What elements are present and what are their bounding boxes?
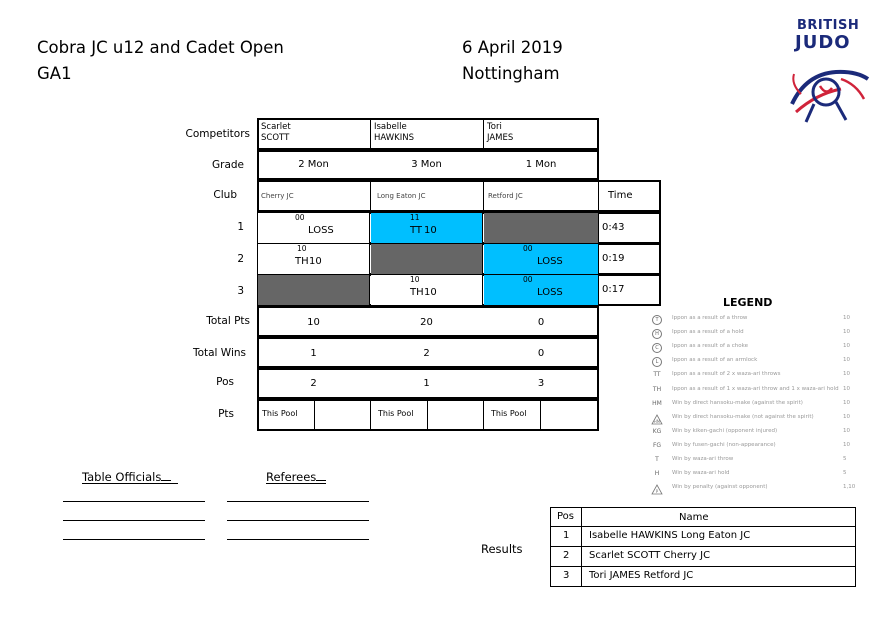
british-judo-logo (786, 18, 871, 128)
competitor-3-first: Tori (487, 122, 502, 132)
result-pos: 2 (563, 550, 570, 561)
legend-symbol: T (655, 456, 659, 463)
label-competitors: Competitors (185, 128, 250, 140)
club-1: Cherry JC (261, 192, 294, 200)
result-name: Tori JAMES Retford JC (589, 570, 694, 581)
competitor-2-name (374, 122, 414, 144)
club-2: Long Eaton JC (377, 192, 426, 200)
referee-signature-line-1[interactable] (227, 501, 369, 502)
table-officials-label: Table Officials (82, 470, 162, 484)
bout-result: TH (295, 256, 309, 267)
bout-result: LOSS (308, 225, 334, 236)
bout-score: 00 (523, 275, 533, 284)
legend-symbol: FG (652, 441, 662, 449)
legend-points: 5 (843, 470, 847, 477)
legend-item (650, 400, 860, 412)
legend-item (650, 456, 860, 468)
legend-description: Ippon as a result of a throw (672, 315, 748, 321)
bout-result: LOSS (537, 256, 563, 267)
event-date: 6 April 2019 (462, 38, 563, 57)
pool-grid (257, 118, 633, 431)
pool-pts-2: This Pool (378, 409, 414, 418)
legend-description: Win by waza-ari throw (672, 456, 734, 462)
legend-symbol: H (650, 329, 664, 339)
table-officials-heading (82, 470, 171, 484)
label-club: Club (213, 189, 237, 201)
bout-score: 00 (295, 213, 305, 222)
legend-description: Win by kiken-gachi (opponent injured) (672, 427, 778, 434)
legend-symbol: HM (652, 399, 662, 407)
legend-title: LEGEND (723, 296, 773, 309)
legend-points: 5 (843, 456, 847, 462)
legend-symbol: T (650, 315, 664, 325)
pos-2: 1 (423, 378, 430, 389)
official-signature-line-2[interactable] (63, 520, 205, 521)
legend-item (650, 442, 860, 454)
bout-points: 10 (424, 287, 437, 298)
label-pts: Pts (218, 408, 234, 420)
bout-result: LOSS (537, 287, 563, 298)
legend-description: Ippon as a result of 2 x waza-ari throws (672, 371, 781, 378)
competitor-3-last: JAMES (487, 133, 514, 143)
label-pos: Pos (216, 376, 234, 388)
bout-time: 0:43 (602, 222, 625, 233)
legend-symbol: L (650, 357, 664, 367)
result-pos: 1 (563, 530, 570, 541)
logo-text-judo: JUDO (795, 32, 851, 53)
grade-3: 1 Mon (525, 159, 557, 170)
legend-symbol: C (650, 343, 664, 353)
referee-signature-line-3[interactable] (227, 539, 369, 540)
bout-score: 10 (410, 275, 420, 284)
legend-item (650, 343, 860, 355)
competitor-1-first: Scarlet (261, 122, 291, 132)
bout-points: 10 (309, 256, 322, 267)
bout-result: TT (410, 225, 423, 236)
legend-points: 10 (843, 329, 850, 336)
legend-description: Win by penalty (against opponent) (672, 484, 768, 491)
pool-name: GA1 (37, 64, 72, 83)
warning-triangle-icon (651, 414, 663, 425)
event-venue: Nottingham (462, 64, 560, 83)
legend-description: Ippon as a result of 1 x waza-ari throw and 1 x waza-ari hold (672, 385, 839, 392)
total-wins-3: 0 (537, 348, 545, 359)
label-total-wins: Total Wins (192, 347, 246, 359)
bout-score: 10 (297, 244, 307, 253)
judoka-emblem-icon (786, 54, 871, 129)
bout-score: 11 (410, 213, 420, 222)
official-signature-line-3[interactable] (63, 539, 205, 540)
pos-3: 3 (537, 378, 545, 389)
competitor-2-first: Isabelle (374, 122, 407, 132)
legend-points: 10 (843, 441, 850, 448)
legend-symbol: KG (652, 427, 662, 435)
legend-item (650, 428, 860, 440)
legend-description: Win by waza-ari hold (672, 470, 730, 477)
results-col-pos: Pos (557, 511, 575, 522)
legend-points: 10 (843, 315, 850, 321)
legend-points: 10 (843, 343, 850, 350)
grade-2: 3 Mon (411, 159, 442, 170)
grade-1: 2 Mon (298, 159, 329, 170)
legend-points: 10 (843, 413, 850, 420)
pool-pts-1: This Pool (262, 409, 298, 418)
bout-points: 10 (424, 225, 437, 236)
referee-signature-line-2[interactable] (227, 520, 369, 521)
pool-pts-3: This Pool (491, 409, 527, 418)
legend-points: 10 (843, 385, 850, 392)
label-bout-3: 3 (237, 285, 244, 297)
results-col-name: Name (679, 512, 709, 523)
event-title: Cobra JC u12 and Cadet Open (37, 38, 284, 57)
label-time: Time (608, 190, 633, 201)
legend-description: Ippon as a result of an armlock (672, 357, 758, 364)
referees-heading (266, 470, 326, 484)
legend-item (650, 386, 860, 398)
legend-item (650, 470, 860, 482)
label-grade: Grade (211, 159, 244, 171)
competitor-1-name (261, 122, 291, 144)
club-3: Retford JC (488, 192, 523, 200)
legend-symbol: TH (652, 385, 662, 393)
svg-text:P: P (655, 489, 659, 495)
official-signature-line-1[interactable] (63, 501, 205, 502)
bout-cell (371, 244, 483, 274)
legend-description: Win by direct hansoku-make (not against the spirit) (672, 413, 814, 420)
pos-1: 2 (310, 378, 317, 389)
legend-points: 10 (843, 357, 850, 364)
warning-triangle-icon (651, 484, 663, 495)
result-name: Isabelle HAWKINS Long Eaton JC (589, 530, 751, 541)
legend-description: Win by fusen-gachi (non-appearance) (672, 441, 776, 448)
competitor-2-last: HAWKINS (374, 133, 414, 143)
legend-item (650, 315, 860, 327)
label-bout-1: 1 (237, 221, 244, 233)
result-pos: 3 (563, 570, 570, 581)
total-pts-2: 20 (420, 317, 433, 328)
legend-symbol: H (654, 470, 660, 478)
result-name: Scarlet SCOTT Cherry JC (589, 550, 711, 561)
total-wins-1: 1 (310, 348, 317, 359)
legend-description: Ippon as a result of a hold (672, 329, 744, 336)
legend-points: 10 (843, 427, 850, 434)
referees-label: Referees (266, 470, 317, 484)
label-total-pts: Total Pts (206, 315, 250, 327)
legend-description: Ippon as a result of a choke (672, 343, 749, 350)
legend-item (650, 371, 860, 383)
legend-symbol: TT (653, 371, 661, 379)
bout-cell (484, 213, 599, 243)
legend-item (650, 414, 860, 426)
bout-time: 0:17 (602, 284, 625, 295)
legend-item (650, 484, 860, 496)
competitor-1-last: SCOTT (261, 133, 290, 143)
legend-description: Win by direct hansoku-make (against the spirit) (672, 399, 803, 406)
bout-time: 0:19 (602, 253, 625, 264)
results-label: Results (481, 542, 523, 556)
legend-item (650, 357, 860, 369)
bout-cell (258, 275, 370, 305)
legend-symbol (650, 484, 664, 497)
competitor-3-name (487, 122, 513, 144)
legend-points: 1,10 (843, 484, 856, 491)
legend-symbol (650, 414, 664, 427)
total-pts-3: 0 (537, 317, 545, 328)
total-wins-2: 2 (423, 348, 430, 359)
bout-result: TH (410, 287, 424, 298)
legend-item (650, 329, 860, 341)
bout-score: 00 (523, 244, 533, 253)
legend-points: 10 (843, 371, 850, 378)
logo-text-british: BRITISH (797, 18, 860, 33)
legend-points: 10 (843, 399, 850, 406)
label-bout-2: 2 (237, 253, 244, 265)
svg-text:HM: HM (653, 418, 661, 424)
results-table (550, 507, 856, 587)
total-pts-1: 10 (307, 317, 320, 328)
